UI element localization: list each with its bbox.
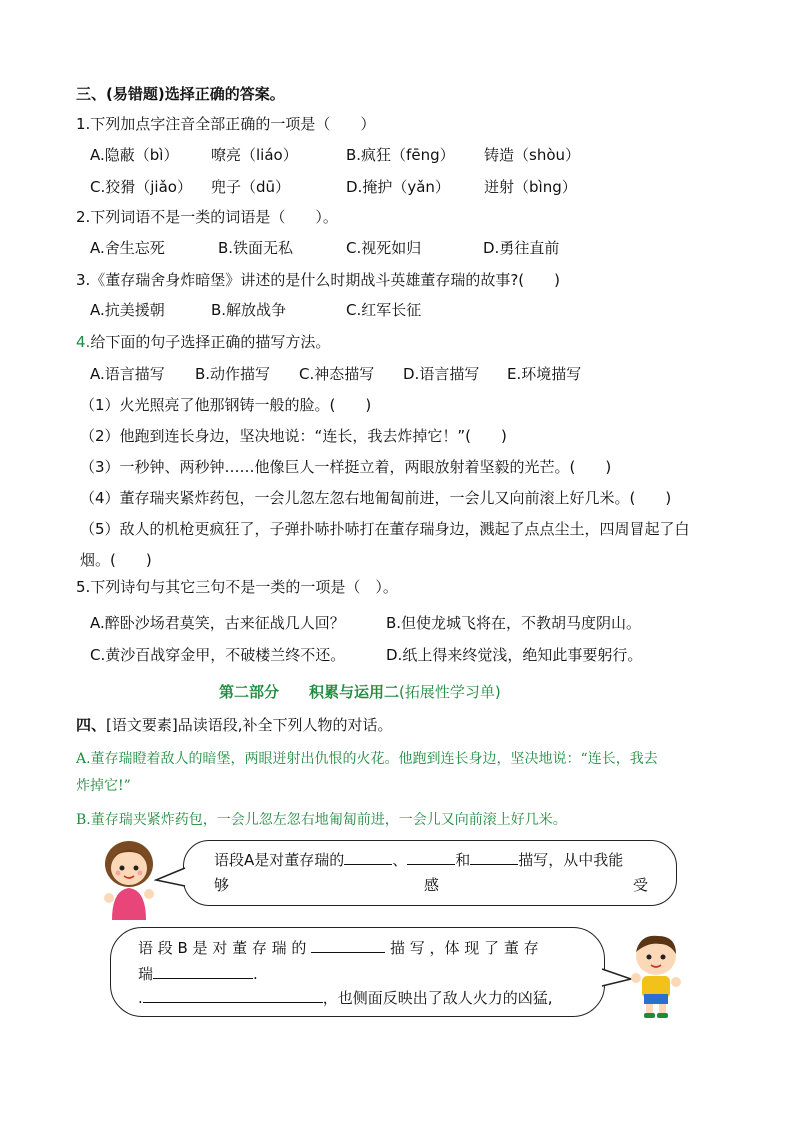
q2-option-d: D.勇往直前 [483,239,560,257]
q3-option-a: A.抗美援朝 [90,301,165,319]
section4-title [76,715,393,735]
boy-illustration [626,932,686,1020]
bubble-1-line1 [214,850,623,870]
q2-option-c: C.视死如归 [346,239,422,257]
passage-a-line2: 炸掉它!” [76,778,131,794]
q1-stem: 1.下列加点字注音全部正确的一项是（ ） [76,115,376,133]
section4-title-text: [语文要素]品读语段,补全下列人物的对话。 [106,716,393,734]
q1-option-d1: D.掩护（yǎn） [346,178,450,196]
bubble-2-line2 [138,964,258,984]
q4-item-3: （3）一秒钟、两秒钟……他像巨人一样挺立着，两眼放射着坚毅的光芒。( ) [80,458,612,476]
bubble-1-tail [154,866,188,890]
q3-stem: 3.《董存瑞舍身炸暗堡》讲述的是什么时期战斗英雄董存瑞的故事?( ) [76,271,560,289]
q5-option-a: A.醉卧沙场君莫笑，古来征战几人回？ [90,614,345,632]
q2-option-a: A.舍生忘死 [90,239,165,257]
q4-stem-text: 给下面的句子选择正确的描写方法。 [90,333,331,351]
section3-title: 三、(易错题)选择正确的答案。 [76,85,285,103]
part2-title [219,681,501,702]
answer-blank-3[interactable] [470,850,518,865]
q4-number: 4. [76,333,91,351]
q1-option-c2: 兜子（dū） [211,178,291,196]
q5-stem: 5.下列诗句与其它三句不是一类的一项是（ ）。 [76,578,398,596]
q4-stem [76,332,330,352]
q1-option-c1: C.狡猾（jiǎo） [90,178,192,196]
part2-subtitle: (拓展性学习单) [399,683,501,701]
q4-item-2: （2）他跑到连长身边，坚决地说：“连长，我去炸掉它！”( ) [80,427,507,445]
q4-option-a: A.语言描写 [90,365,165,383]
q3-option-b: B.解放战争 [211,301,287,319]
q3-option-c: C.红军长征 [346,301,422,319]
answer-blank-5[interactable] [153,964,253,979]
bubble-2-l3b: ，也侧面反映出了敌人火力的凶猛, [322,989,553,1007]
bubble-1-text-2: 、 [392,851,408,869]
q1-option-a1: A.隐蔽（bì） [90,146,179,164]
bubble-1-l2b: 感 [424,876,440,894]
passage-b: B.董存瑞夹紧炸药包，一会儿忽左忽右地匍匐前进，一会儿又向前滚上好几米。 [76,812,567,828]
q4-option-b: B.动作描写 [195,365,271,383]
q4-item-5-cont: 烟。( ) [80,551,152,569]
q4-option-c: C.神态描写 [299,365,375,383]
bubble-1-l2c: 受 [633,876,649,894]
q2-stem: 2.下列词语不是一类的词语是（ ）。 [76,208,338,226]
q4-option-e: E.环境描写 [507,365,582,383]
bubble-2-text-1: 语 段 B 是 对 董 存 瑞 的 [138,939,307,957]
q5-option-d: D.纸上得来终觉浅，绝知此事要躬行。 [386,646,643,664]
bubble-2-line3 [138,988,553,1008]
q4-item-5: （5）敌人的机枪更疯狂了，子弹扑哧扑哧打在董存瑞身边，溅起了点点尘土，四周冒起了白 [80,520,690,538]
bubble-1-l2a: 够 [214,876,230,894]
q1-option-b2: 铸造（shòu） [484,146,581,164]
part2-title-text: 第二部分 积累与运用二 [219,683,400,701]
q4-option-d: D.语言描写 [403,365,480,383]
q4-item-4: （4）董存瑞夹紧炸药包，一会儿忽左忽右地匍匐前进，一会儿又向前滚上好几米。( ) [80,489,672,507]
bubble-2-l2b: . [253,965,258,983]
bubble-1-text-4: 描写，从中我能 [518,851,624,869]
answer-blank-2[interactable] [407,850,455,865]
girl-illustration [100,838,158,920]
q1-option-a2: 嘹亮（liáo） [211,146,298,164]
bubble-2-l3a: . [138,989,143,1007]
bubble-2-line1 [138,938,539,958]
q1-option-b1: B.疯狂（fēng） [346,146,455,164]
answer-blank-4[interactable] [311,938,385,953]
bubble-2-l2a: 瑞 [138,965,154,983]
q4-item-1: （1）火光照亮了他那钢铸一般的脸。( ) [80,396,372,414]
q1-option-d2: 迸射（bìng） [484,178,577,196]
q5-option-c: C.黄沙百战穿金甲，不破楼兰终不还。 [90,646,346,664]
answer-blank-1[interactable] [344,850,392,865]
q2-option-b: B.铁面无私 [218,239,294,257]
bubble-1-text-3: 和 [455,851,471,869]
passage-a-line1: A.董存瑞瞪着敌人的暗堡，两眼迸射出仇恨的火花。他跑到连长身边，坚决地说：“连长，我去 [76,751,658,767]
bubble-1-text-1: 语段A是对董存瑞的 [214,851,345,869]
bubble-2-text-2: 描 写 ，体 现 了 董 存 [390,939,539,957]
answer-blank-6[interactable] [143,988,323,1003]
q5-option-b: B.但使龙城飞将在，不教胡马度阴山。 [386,614,642,632]
section4-number: 四、 [76,716,107,734]
